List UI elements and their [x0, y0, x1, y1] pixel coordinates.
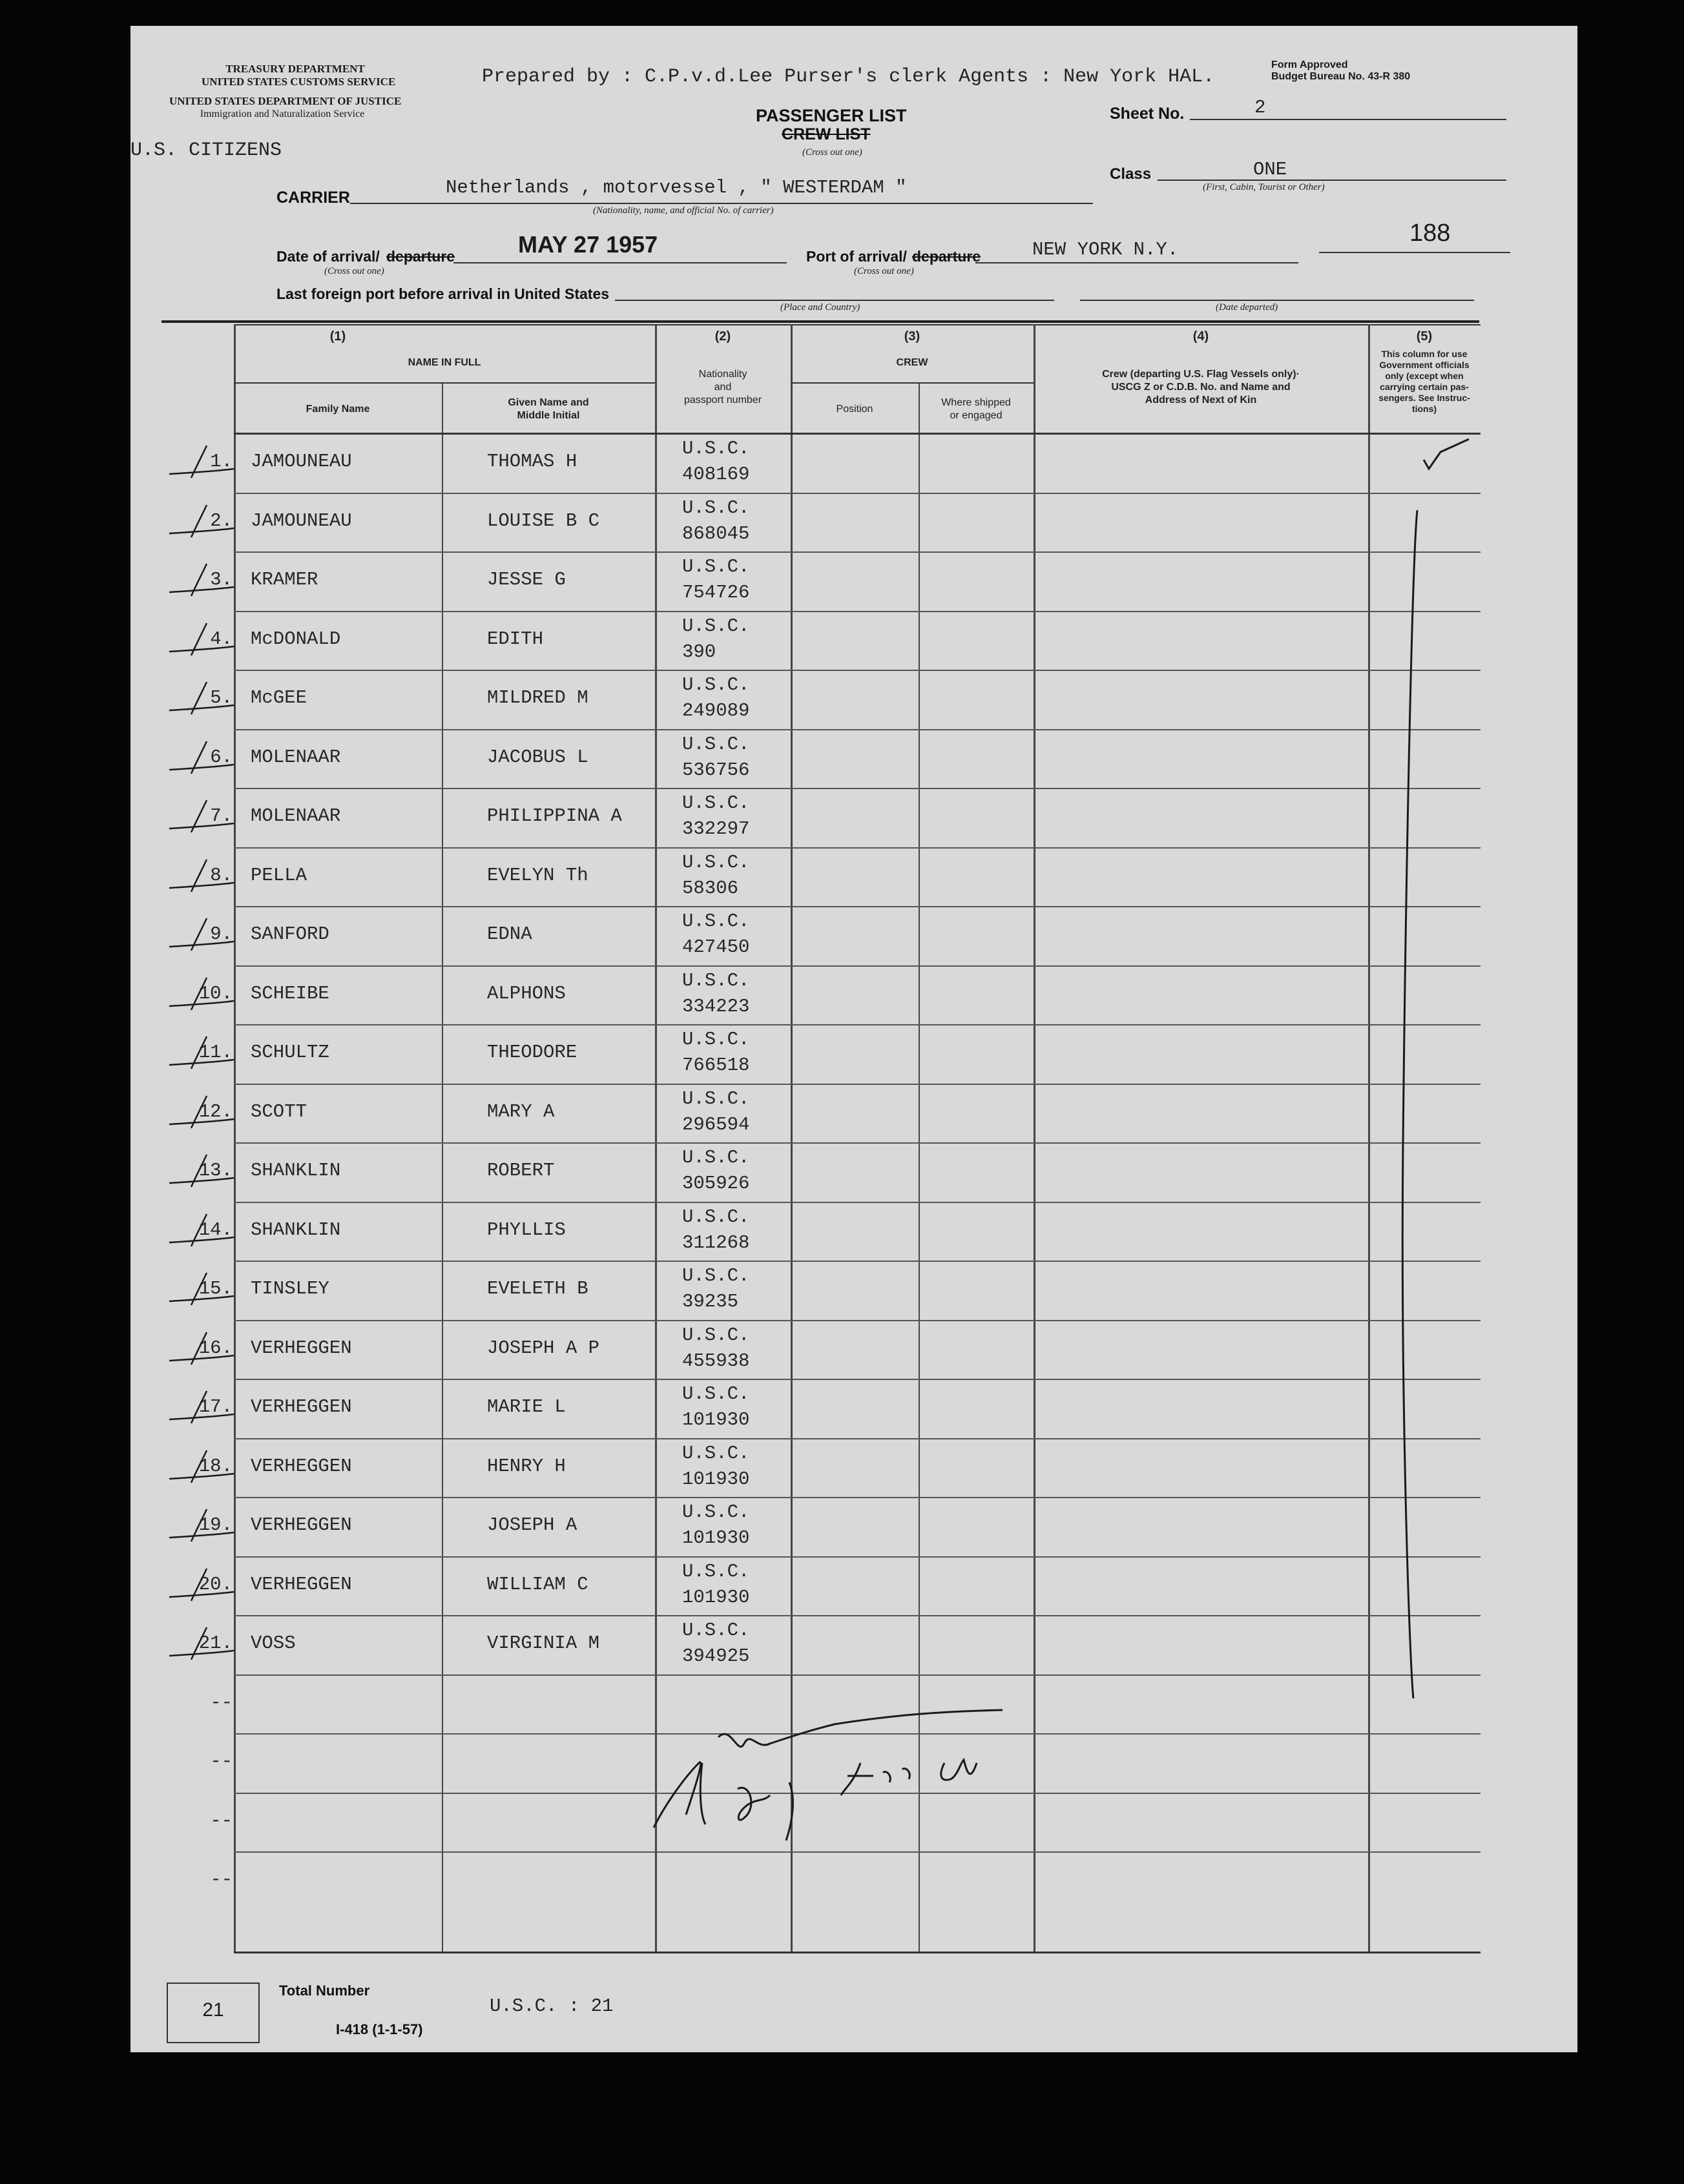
- given-name: PHYLLIS: [487, 1219, 566, 1241]
- nationality: U.S.C.: [682, 1029, 750, 1050]
- row-number: 7.: [210, 805, 233, 827]
- blank-row-dash: --: [210, 1809, 233, 1831]
- row-number: 20.: [198, 1573, 233, 1595]
- nationality: U.S.C.: [682, 851, 750, 873]
- nationality: U.S.C.: [682, 1442, 750, 1464]
- tally-mark-icon: [163, 1031, 240, 1070]
- budget-bureau: Budget Bureau No. 43-R 380: [1271, 71, 1411, 82]
- port-struck: departure: [912, 248, 981, 265]
- family-name: SCHULTZ: [251, 1042, 329, 1063]
- class-value: ONE: [1253, 159, 1287, 180]
- agency-customs: UNITED STATES CUSTOMS SERVICE: [202, 76, 396, 88]
- nationality: U.S.C.: [682, 1206, 750, 1228]
- family-name: VERHEGGEN: [251, 1396, 352, 1417]
- given-name: EDNA: [487, 923, 532, 945]
- passport-number: 39235: [682, 1291, 739, 1312]
- given-name: MARY A: [487, 1100, 555, 1122]
- passport-number: 334223: [682, 995, 750, 1017]
- passport-number: 101930: [682, 1468, 750, 1490]
- passport-number: 394925: [682, 1645, 750, 1667]
- tally-mark-icon: [163, 1445, 240, 1484]
- col5-line-2: Government officials: [1379, 360, 1470, 370]
- blank-row-dash: --: [210, 1691, 233, 1713]
- given-name: JOSEPH A P: [487, 1337, 600, 1359]
- signature-icon: [641, 1685, 1145, 1879]
- nationality: U.S.C.: [682, 792, 750, 814]
- passport-number: 408169: [682, 464, 750, 485]
- passport-number: 305926: [682, 1173, 750, 1194]
- agency-ins: Immigration and Naturalization Service: [200, 108, 365, 119]
- col-shipped-1: Where shipped: [941, 397, 1011, 408]
- given-name: PHILIPPINA A: [487, 805, 622, 827]
- row-number: 17.: [198, 1396, 233, 1417]
- given-name: EVELETH B: [487, 1278, 588, 1299]
- class-hint: (First, Cabin, Tourist or Other): [1203, 182, 1325, 192]
- carrier-hint: (Nationality, name, and official No. of carrier): [593, 205, 774, 216]
- total-box: [167, 1983, 260, 2043]
- col5-line-6: tions): [1411, 404, 1437, 414]
- cross-out-hint: (Cross out one): [802, 147, 862, 158]
- port-label: Port of arrival/: [806, 248, 907, 265]
- family-name: PELLA: [251, 864, 307, 886]
- family-name: JAMOUNEAU: [251, 510, 352, 531]
- row-number: 18.: [198, 1455, 233, 1477]
- passport-number: 754726: [682, 582, 750, 603]
- passport-number: 766518: [682, 1055, 750, 1076]
- row-number: 14.: [198, 1219, 233, 1241]
- row-number: 12.: [198, 1100, 233, 1122]
- tally-mark-icon: [163, 440, 240, 479]
- nationality: U.S.C.: [682, 1087, 750, 1109]
- tally-mark-icon: [163, 736, 240, 775]
- row-number: 1.: [210, 451, 233, 472]
- given-name: JESSE G: [487, 569, 566, 590]
- given-name: MILDRED M: [487, 687, 588, 708]
- col-and: and: [714, 382, 732, 393]
- passport-number: 427450: [682, 936, 750, 958]
- family-name: VOSS: [251, 1633, 296, 1654]
- col-nationality: Nationality: [698, 369, 747, 380]
- arrival-date: MAY 27 1957: [518, 231, 658, 258]
- agency-justice: UNITED STATES DEPARTMENT OF JUSTICE: [169, 95, 402, 107]
- col1-number: (1): [329, 329, 346, 344]
- family-name: SCHEIBE: [251, 982, 329, 1004]
- total-label: Total Number: [279, 1983, 370, 1999]
- blank-row-dash: --: [210, 1869, 233, 1890]
- family-name: SANFORD: [251, 923, 329, 945]
- tally-mark-icon: [163, 1268, 240, 1306]
- blank-row-dash: --: [210, 1751, 233, 1772]
- given-name: WILLIAM C: [487, 1573, 588, 1595]
- col5-line-4: carrying certain pas-: [1380, 382, 1469, 392]
- col4-line-1: Crew (departing U.S. Flag Vessels only)·: [1102, 369, 1300, 380]
- nationality: U.S.C.: [682, 1383, 750, 1405]
- col4-line-2: USCG Z or C.D.B. No. and Name and: [1111, 382, 1291, 393]
- row-number: 15.: [198, 1278, 233, 1299]
- family-name: JAMOUNEAU: [251, 451, 352, 472]
- family-name: McGEE: [251, 687, 307, 708]
- col4-line-3: Address of Next of Kin: [1145, 395, 1257, 406]
- family-name: MOLENAAR: [251, 746, 341, 768]
- passport-number: 390: [682, 641, 716, 663]
- nationality: U.S.C.: [682, 1501, 750, 1523]
- row-number: 4.: [210, 628, 233, 650]
- citizens-heading: U.S. CITIZENS: [130, 139, 282, 161]
- col-shipped-2: or engaged: [950, 410, 1003, 421]
- col5-line-1: This column for use: [1381, 349, 1468, 359]
- given-name: ROBERT: [487, 1160, 555, 1181]
- given-name: HENRY H: [487, 1455, 566, 1477]
- family-name: TINSLEY: [251, 1278, 329, 1299]
- row-number: 19.: [198, 1514, 233, 1536]
- carrier-value: Netherlands , motorvessel , " WESTERDAM ": [446, 177, 907, 198]
- tally-mark-icon: [163, 1149, 240, 1188]
- nationality: U.S.C.: [682, 1560, 750, 1582]
- tally-mark-icon: [163, 973, 240, 1011]
- agency-treasury: TREASURY DEPARTMENT: [225, 63, 365, 75]
- nationality: U.S.C.: [682, 438, 750, 459]
- last-port-label: Last foreign port before arrival in United States: [276, 285, 610, 302]
- list-title-struck: CREW LIST: [782, 125, 871, 143]
- passport-number: 101930: [682, 1409, 750, 1430]
- given-name: THOMAS H: [487, 451, 577, 472]
- given-name: VIRGINIA M: [487, 1633, 600, 1654]
- sheet-number: 2: [1254, 97, 1266, 118]
- family-name: McDONALD: [251, 628, 341, 650]
- row-number: 3.: [210, 569, 233, 590]
- passport-number: 249089: [682, 700, 750, 721]
- tally-mark-icon: [163, 1327, 240, 1366]
- list-title: PASSENGER LIST: [756, 106, 907, 125]
- passport-number: 311268: [682, 1231, 750, 1253]
- given-name: JOSEPH A: [487, 1514, 577, 1536]
- family-name: VERHEGGEN: [251, 1337, 352, 1359]
- date-departed-hint: (Date departed): [1216, 302, 1278, 313]
- nationality: U.S.C.: [682, 1265, 750, 1286]
- tally-mark-icon: [163, 1209, 240, 1248]
- col5-line-3: only (except when: [1385, 371, 1464, 381]
- form-approved: Form Approved: [1271, 59, 1348, 70]
- nationality: U.S.C.: [682, 1620, 750, 1641]
- nationality: U.S.C.: [682, 497, 750, 519]
- row-number: 9.: [210, 923, 233, 945]
- row-number: 16.: [198, 1337, 233, 1359]
- nationality: U.S.C.: [682, 674, 750, 695]
- passport-number: 332297: [682, 818, 750, 840]
- arrival-label: Date of arrival/: [276, 248, 380, 265]
- tally-mark-icon: [163, 1622, 240, 1661]
- passport-number: 455938: [682, 1350, 750, 1372]
- nationality: U.S.C.: [682, 556, 750, 577]
- passport-number: 868045: [682, 522, 750, 544]
- col-family-name: Family Name: [306, 404, 370, 415]
- given-name: MARIE L: [487, 1396, 566, 1417]
- row-number: 13.: [198, 1160, 233, 1181]
- passport-number: 101930: [682, 1527, 750, 1549]
- sheet-label: Sheet No.: [1110, 105, 1185, 123]
- row-number: 5.: [210, 687, 233, 708]
- usc-total: U.S.C. : 21: [490, 1995, 614, 2017]
- col-given-1: Given Name and: [508, 397, 589, 408]
- place-hint: (Place and Country): [780, 302, 860, 313]
- port-cross-hint: (Cross out one): [854, 266, 914, 276]
- tally-mark-icon: [163, 854, 240, 893]
- given-name: EDITH: [487, 628, 544, 650]
- family-name: VERHEGGEN: [251, 1573, 352, 1595]
- col4-number: (4): [1192, 329, 1209, 344]
- family-name: VERHEGGEN: [251, 1455, 352, 1477]
- passport-number: 296594: [682, 1113, 750, 1135]
- family-name: SHANKLIN: [251, 1219, 341, 1241]
- tally-mark-icon: [163, 1563, 240, 1602]
- nationality: U.S.C.: [682, 1324, 750, 1346]
- class-label: Class: [1110, 165, 1152, 183]
- col3-number: (3): [904, 329, 920, 344]
- nationality: U.S.C.: [682, 911, 750, 932]
- manifest-sheet: [130, 26, 1577, 2052]
- total-value: 21: [202, 1999, 224, 2021]
- passport-number: 58306: [682, 877, 739, 899]
- passport-number: 536756: [682, 759, 750, 781]
- col-given-2: Middle Initial: [517, 410, 580, 421]
- col-passport: passport number: [683, 395, 762, 406]
- port-value: NEW YORK N.Y.: [1032, 239, 1179, 260]
- tally-mark-icon: [163, 795, 240, 834]
- col-position: Position: [836, 404, 873, 415]
- row-number: 6.: [210, 746, 233, 768]
- given-name: JACOBUS L: [487, 746, 588, 768]
- family-name: VERHEGGEN: [251, 1514, 352, 1536]
- row-number: 2.: [210, 510, 233, 531]
- col1-title: NAME IN FULL: [408, 357, 481, 368]
- tally-mark-icon: [163, 559, 240, 597]
- nationality: U.S.C.: [682, 969, 750, 991]
- given-name: EVELYN Th: [487, 864, 588, 886]
- tally-mark-icon: [163, 677, 240, 716]
- tally-mark-icon: [163, 1504, 240, 1543]
- passport-number: 101930: [682, 1586, 750, 1608]
- col2-number: (2): [714, 329, 731, 344]
- family-name: KRAMER: [251, 569, 318, 590]
- row-number: 8.: [210, 864, 233, 886]
- nationality: U.S.C.: [682, 733, 750, 755]
- col5-number: (5): [1416, 329, 1433, 344]
- nationality: U.S.C.: [682, 615, 750, 637]
- col-crew: CREW: [896, 357, 928, 368]
- arrival-cross-hint: (Cross out one): [324, 266, 384, 276]
- row-number: 10.: [198, 982, 233, 1004]
- ref-number: 188: [1409, 220, 1451, 247]
- tally-mark-icon: [163, 1386, 240, 1425]
- tally-mark-icon: [163, 1091, 240, 1129]
- given-name: LOUISE B C: [487, 510, 600, 531]
- tally-mark-icon: [163, 913, 240, 952]
- given-name: THEODORE: [487, 1042, 577, 1063]
- family-name: SCOTT: [251, 1100, 307, 1122]
- form-code: I-418 (1-1-57): [336, 2021, 423, 2037]
- nationality: U.S.C.: [682, 1147, 750, 1168]
- arrival-struck: departure: [386, 248, 455, 265]
- row-number: 11.: [198, 1042, 233, 1063]
- family-name: SHANKLIN: [251, 1160, 341, 1181]
- prepared-by: Prepared by : C.P.v.d.Lee Purser's clerk Agents : New York HAL.: [482, 66, 1215, 88]
- carrier-label: CARRIER: [276, 189, 350, 207]
- official-check-icon: [1358, 433, 1487, 1750]
- col5-line-5: sengers. See Instruc-: [1378, 393, 1470, 403]
- family-name: MOLENAAR: [251, 805, 341, 827]
- tally-mark-icon: [163, 500, 240, 539]
- tally-mark-icon: [163, 618, 240, 657]
- row-number: 21.: [198, 1633, 233, 1654]
- given-name: ALPHONS: [487, 982, 566, 1004]
